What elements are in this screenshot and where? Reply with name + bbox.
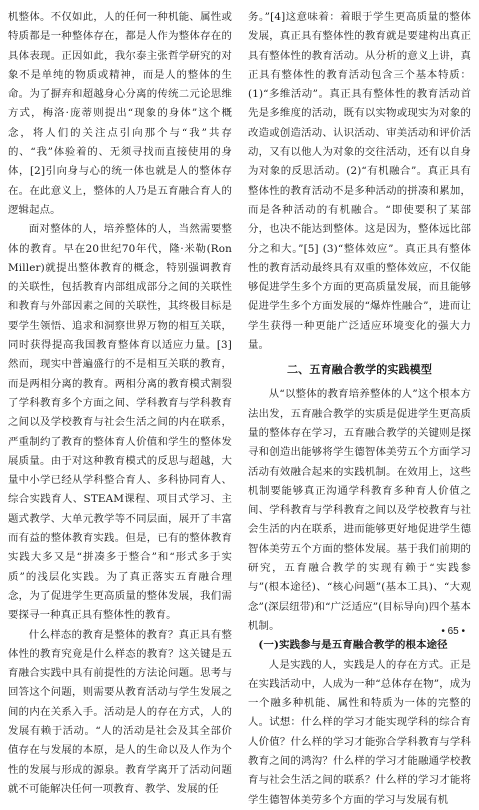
body-paragraph: 人是实践的人，实践是人的存在方式。正是在实践活动中，人成为一种“总体存在物”，成为一个融多种机能、属性和特质为一体的完整的人。试想：什么样的学习才能实现学科的综合育人价值？什么样的学习才能弥合学科教育与学科教育之间的鸿沟？什么样的学习才能融通学校教育与社会生活之间的联系？什么样的学习才能将学生德智体美劳多个方面的学习与发展有机 [248,658,471,806]
body-paragraph: 务。”[4]这意味着：着眼于学生更高质量的整体发展，真正具有整体性的教育就是要建构出真正具有整体性的教育活动。从分析的意义上讲，真正具有整体性的教育活动包含三个基本特质：(1)“多维活动”。真正具有整体性的教育活动首先是多维度的活动，既有以实物或现实为对象的改造或创造活动、认识活动、审美活动和评价活动，又有以他人为对象的交往活动，还有以自身为对象的反思活动。(2)“有机融合”。真正具有整体性的教育活动不是多种活动的拼凑和累加，而是各种活动的有机融合。“即使要积了某部分，也决不能达到整体。这是因为，整体远比部分之和大。”[5] (3)“整体效应”。真正具有整体性的教育活动最终具有双重的整体效应，不仅能够促进学生多个方面的更高质量发展，而且能够促进学生多个方面发展的“爆炸性融合”，进而让学生获得一种更能广泛适应环境变化的强大力量。 [248,11,471,352]
body-paragraph: 什么样态的教育是整体的教育？真正具有整体性的教育究竟是什么样态的教育？这关键是五育融合实践中具有前提性的方法论问题。思考与回答这个问题，则需要从教育活动与学生发展之间的内在关系入手。活动是人的存在方式，人的发展有赖于活动。“人的活动是社会及其全部价值存在与发展的本原，是人的生命以及人作为个性的发展与形成的源泉。教育学离开了活动问题就不可能解决任何一项教育、教学、发展的任 [8,628,232,795]
page-number: • 65 • [441,626,465,637]
right-column [248,8,471,810]
body-paragraph: 机整体。不仅如此，人的任何一种机能、属性或特质都是一种整体存在，都是人作为整体存在的具体表现。正因如此，我尔泰主张哲学研究的对象不是单纯的物质或精神，而是人的整体的生命。为了摒弃和超越身心分离的传统二元论思维方式，梅洛·庞蒂则提出“现象的身体”这个概念，将人们的关注点引向那个与“我”共存的、“我”体验着的、无须寻找而直接使用的身体，[2]引向身与心的统一体也就是人的整体存在。在此意义上，整体的人乃是五育融合育人的逻辑起点。 [8,11,232,216]
subsection-heading: (一)实践参与是五育融合教学的根本途径 [258,639,448,652]
section-heading: 二、五育融合教学的实践模型 [287,363,432,377]
left-column [8,8,232,799]
body-paragraph: 从“以整体的教育培养整体的人”这个根本方法出发，五育融合教学的实质是促进学生更高质量的整体存在学习，五育融合教学的关键则是探寻和创造出能够将学生德智体美劳五个方面学习活动有效融合起来的实践机制。在效用上，这些机制要能够真正沟通学科教育多种育人价值之间、学科教育与学科教育之间以及学校教育与社会生活的内在联系，进而能够更好地促进学生德智体美劳五个方面的整体发展。基于我们前期的研究，五育融合教学的实现有赖于“实践参与”(根本途径)、“核心问题”(基本工具)、“大观念”(深层纽带)和“广泛适应”(目标导向)四个基本机制。 [248,388,471,632]
body-paragraph: 面对整体的人，培养整体的人，当然需要整体的教育。早在20世纪70年代，隆·米勒(Ron Miller)就提出整体教育的概念，特别强调教育的关联性，包括教育内部组成部分之间的关联性和教育与外部因素之间的关联性，其终极目标是要学生领悟、追求和洞察世界万物的相互关联，同时获得提高我国教育整体育以适应力量。[3]然而，现实中普遍盛行的不是相互关联的教育，而是两相分离的教育。两相分离的教育模式割裂了学科教育多个方面之间、学科教育与学科教育之间以及学校教育与社会生活之间的内在联系，严重制约了教育的整体育人价值和学生的整体发展质量。由于对这种教育模式的反思与超越，大量中小学已经从学科整合育人、多科协同育人、综合实践育人、STEAM课程、项目式学习、主题式教学、大单元教学等不同层面，展开了丰富而有益的整体教育实践。但是，已有的整体教育实践大多又是“拼凑多于整合”和“形式多于实质”的浅层化实践。为了真正落实五育融合理念，为了促进学生更高质量的整体发展，我们需要探寻一种真正具有整体性的教育。 [8,223,232,622]
